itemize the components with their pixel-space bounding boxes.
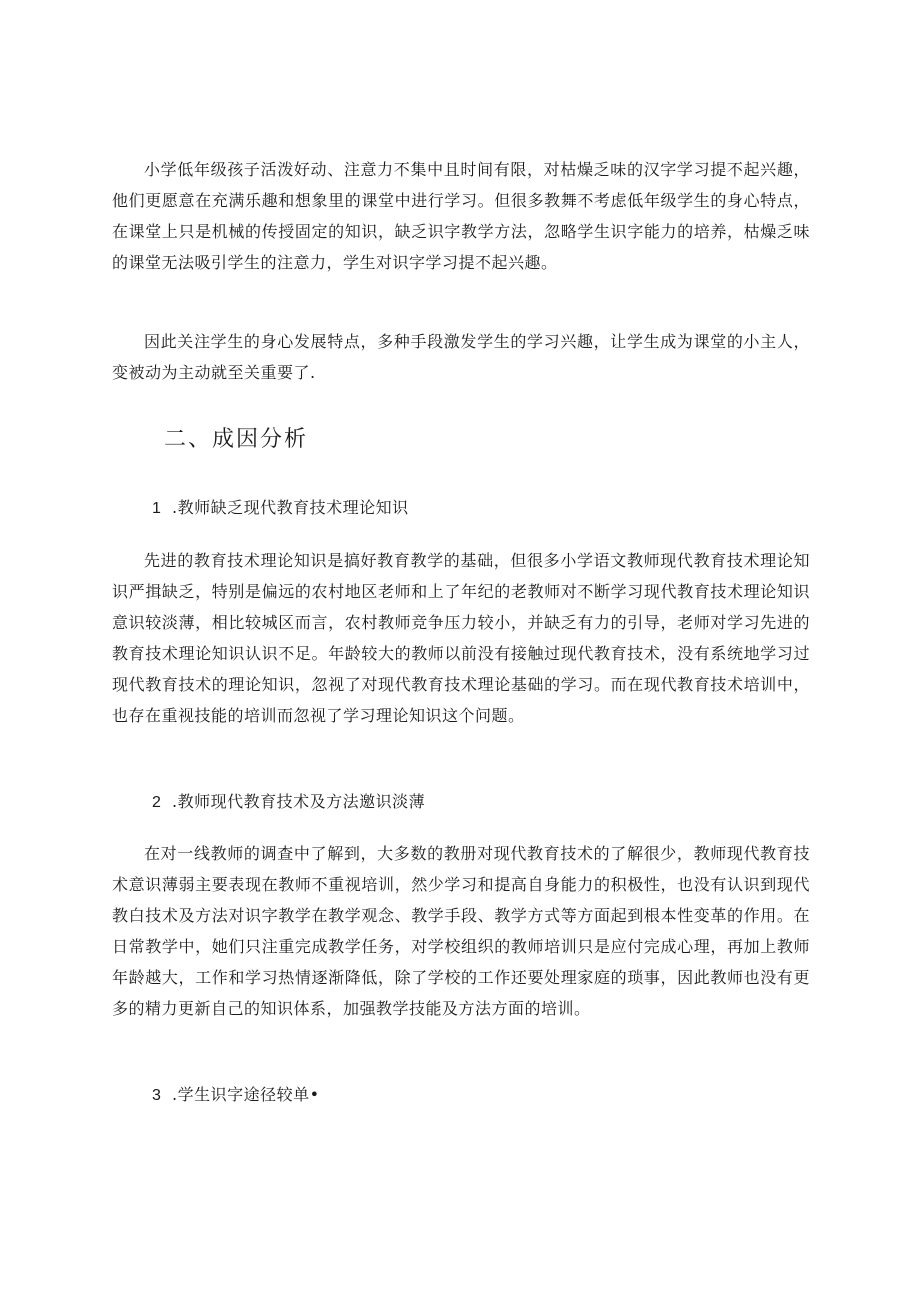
paragraph-item-1: 先进的教育技术理论知识是搞好教育教学的基础，但很多小学语文教师现代教育技术理论知识严揖缺乏，特别是偏远的农村地区老师和上了年纪的老教师对不断学习现代教育技术理论知识意识较淡薄，相比较城区而言，农村教师竞争压力较小，并缺乏有力的引导，老师对学习先进的教育技术理论知识认识不足。年龄较大的教师以前没有接触过现代教育技术，没有系统地学习过现代教育技术的理论知识，忽视了对现代教育技术理论基础的学习。而在现代教育技术培训中，也存在重视技能的培训而忽视了学习理论知识这个问题。 (112, 551, 810, 725)
subheading-3 (152, 1083, 320, 1108)
paragraph-item-2: 在对一线教师的调查中了解到，大多数的教册对现代教育技术的了解很少，教师现代教育技术意识薄弱主要表现在教师不重视培训，然少学习和提高自身能力的积极性，也没有认识到现代教白技术及方法对识字教学在教学观念、教学手段、教学方式等方面起到根本性变革的作用。在日常教学中，她们只注重完成教学任务，对学校组织的教师培训只是应付完成心理，再加上教师年龄越大，工作和学习热情逐渐降低，除了学校的工作还要处理家庭的琐事，因此教师也没有更多的精力更新自己的知识体系，加强教学技能及方法方面的培训。 (112, 844, 810, 1018)
subheading-number: 3 (152, 1087, 162, 1104)
subheading-text: .教师缺乏现代教育技术理论知识 (172, 498, 409, 517)
subheading-number: 1 (152, 500, 162, 517)
subheading-1 (152, 496, 409, 521)
paragraph-intro: 小学低年级孩子活泼好动、注意力不集中且时间有限，对枯燥乏味的汉字学习提不起兴趣，他们更愿意在充满乐趣和想象里的课堂中进行学习。但很多教舞不考虑低年级学生的身心特点，在课堂上只是机械的传授固定的知识，缺乏识字教学方法，忽略学生识字能力的培养，枯燥乏味的课堂无法吸引学生的注意力，学生对识字学习提不起兴趣。 (112, 160, 810, 272)
paragraph-conclusion: 因此关注学生的身心发展特点，多种手段激发学生的学习兴趣，让学生成为课堂的小主人，变被动为主动就至关重要了. (112, 332, 810, 382)
subheading-2 (152, 790, 425, 815)
subheading-text: .学生识字途径较单• (172, 1085, 320, 1104)
section-title: 二、成因分析 (164, 427, 309, 452)
subheading-number: 2 (152, 794, 162, 811)
subheading-text: .教师现代教育技术及方法邀识淡薄 (172, 792, 426, 811)
